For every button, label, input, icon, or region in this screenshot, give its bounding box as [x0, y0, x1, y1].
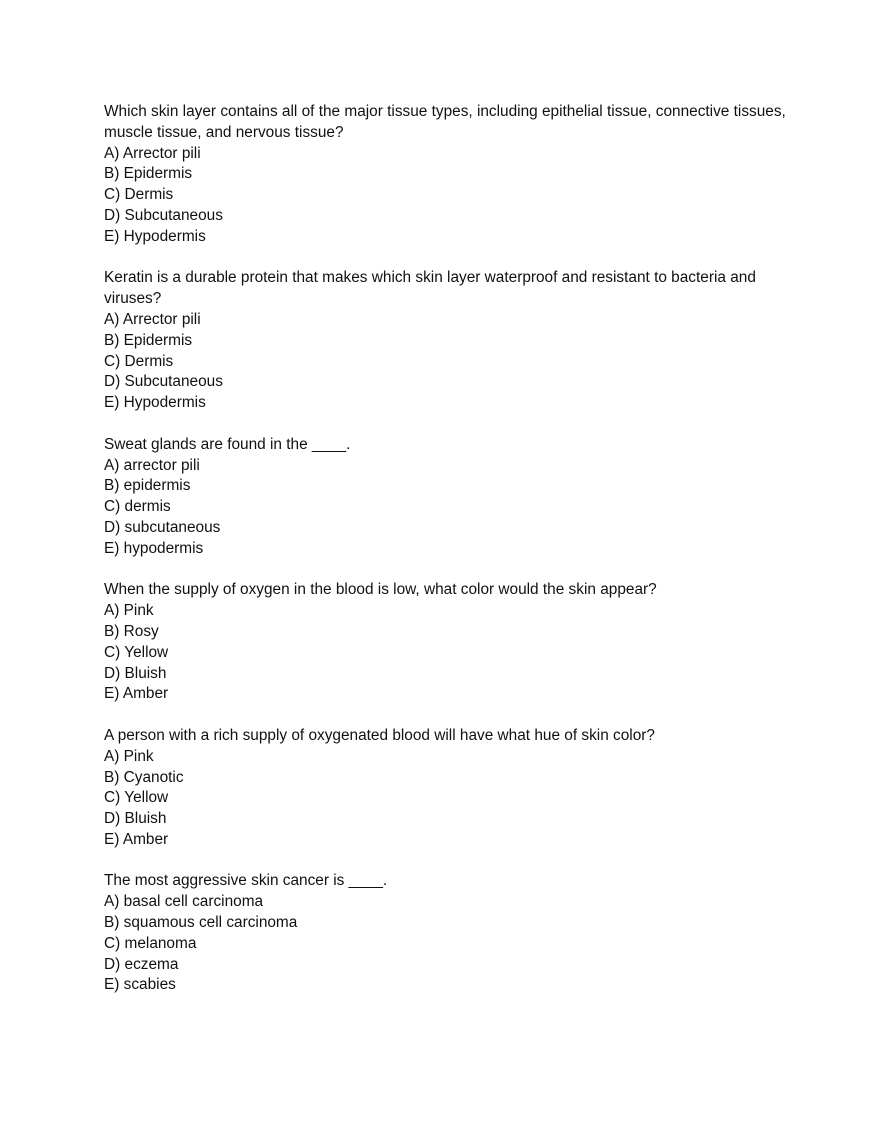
- document-page: [104, 102, 794, 1017]
- answer-choice-c: C) Yellow: [104, 789, 169, 807]
- answer-choice-d: D) Subcutaneous: [104, 206, 223, 224]
- answer-choice-c: C) melanoma: [104, 934, 197, 952]
- answer-choice-b: B) epidermis: [104, 477, 191, 495]
- answer-choice-c: C) Yellow: [104, 643, 169, 661]
- answer-choice-c: C) Dermis: [104, 352, 174, 370]
- answer-choice-d: D) subcutaneous: [104, 518, 221, 536]
- question-5: [104, 726, 794, 851]
- answer-choice-a: A) Pink: [104, 747, 154, 765]
- answer-choice-d: D) Bluish: [104, 664, 167, 682]
- answer-choice-b: B) Rosy: [104, 622, 159, 640]
- question-6: [104, 871, 794, 996]
- answer-choice-a: A) arrector pili: [104, 456, 200, 474]
- answer-choice-d: D) Bluish: [104, 810, 167, 828]
- question-stem: The most aggressive skin cancer is ____.: [104, 872, 388, 890]
- question-3: [104, 435, 794, 560]
- answer-choice-e: E) Amber: [104, 685, 169, 703]
- answer-choice-c: C) dermis: [104, 498, 171, 516]
- answer-choice-d: D) Subcutaneous: [104, 373, 223, 391]
- answer-choice-b: B) squamous cell carcinoma: [104, 914, 298, 932]
- answer-choice-e: E) Amber: [104, 830, 169, 848]
- answer-choice-a: A) Arrector pili: [104, 144, 201, 162]
- answer-choice-d: D) eczema: [104, 955, 179, 973]
- answer-choice-a: A) basal cell carcinoma: [104, 893, 264, 911]
- question-stem: A person with a rich supply of oxygenated blood will have what hue of skin color?: [104, 726, 655, 744]
- answer-choice-e: E) Hypodermis: [104, 227, 206, 245]
- answer-choice-e: E) hypodermis: [104, 539, 204, 557]
- question-4: [104, 580, 794, 705]
- answer-choice-c: C) Dermis: [104, 186, 174, 204]
- question-stem: When the supply of oxygen in the blood is low, what color would the skin appear?: [104, 581, 657, 599]
- question-1: [104, 102, 794, 248]
- answer-choice-b: B) Epidermis: [104, 165, 193, 183]
- question-stem: Sweat glands are found in the ____.: [104, 435, 351, 453]
- question-stem: Which skin layer contains all of the major tissue types, including epithelial tissue, connective tissues, muscle tissue, and nervous tissue?: [104, 103, 791, 141]
- question-stem: Keratin is a durable protein that makes which skin layer waterproof and resistant to bacteria and viruses?: [104, 269, 761, 308]
- answer-choice-e: E) scabies: [104, 976, 176, 994]
- answer-choice-e: E) Hypodermis: [104, 394, 206, 412]
- answer-choice-b: B) Epidermis: [104, 331, 193, 349]
- answer-choice-b: B) Cyanotic: [104, 768, 184, 786]
- question-2: [104, 268, 794, 414]
- answer-choice-a: A) Arrector pili: [104, 310, 201, 328]
- answer-choice-a: A) Pink: [104, 602, 154, 620]
